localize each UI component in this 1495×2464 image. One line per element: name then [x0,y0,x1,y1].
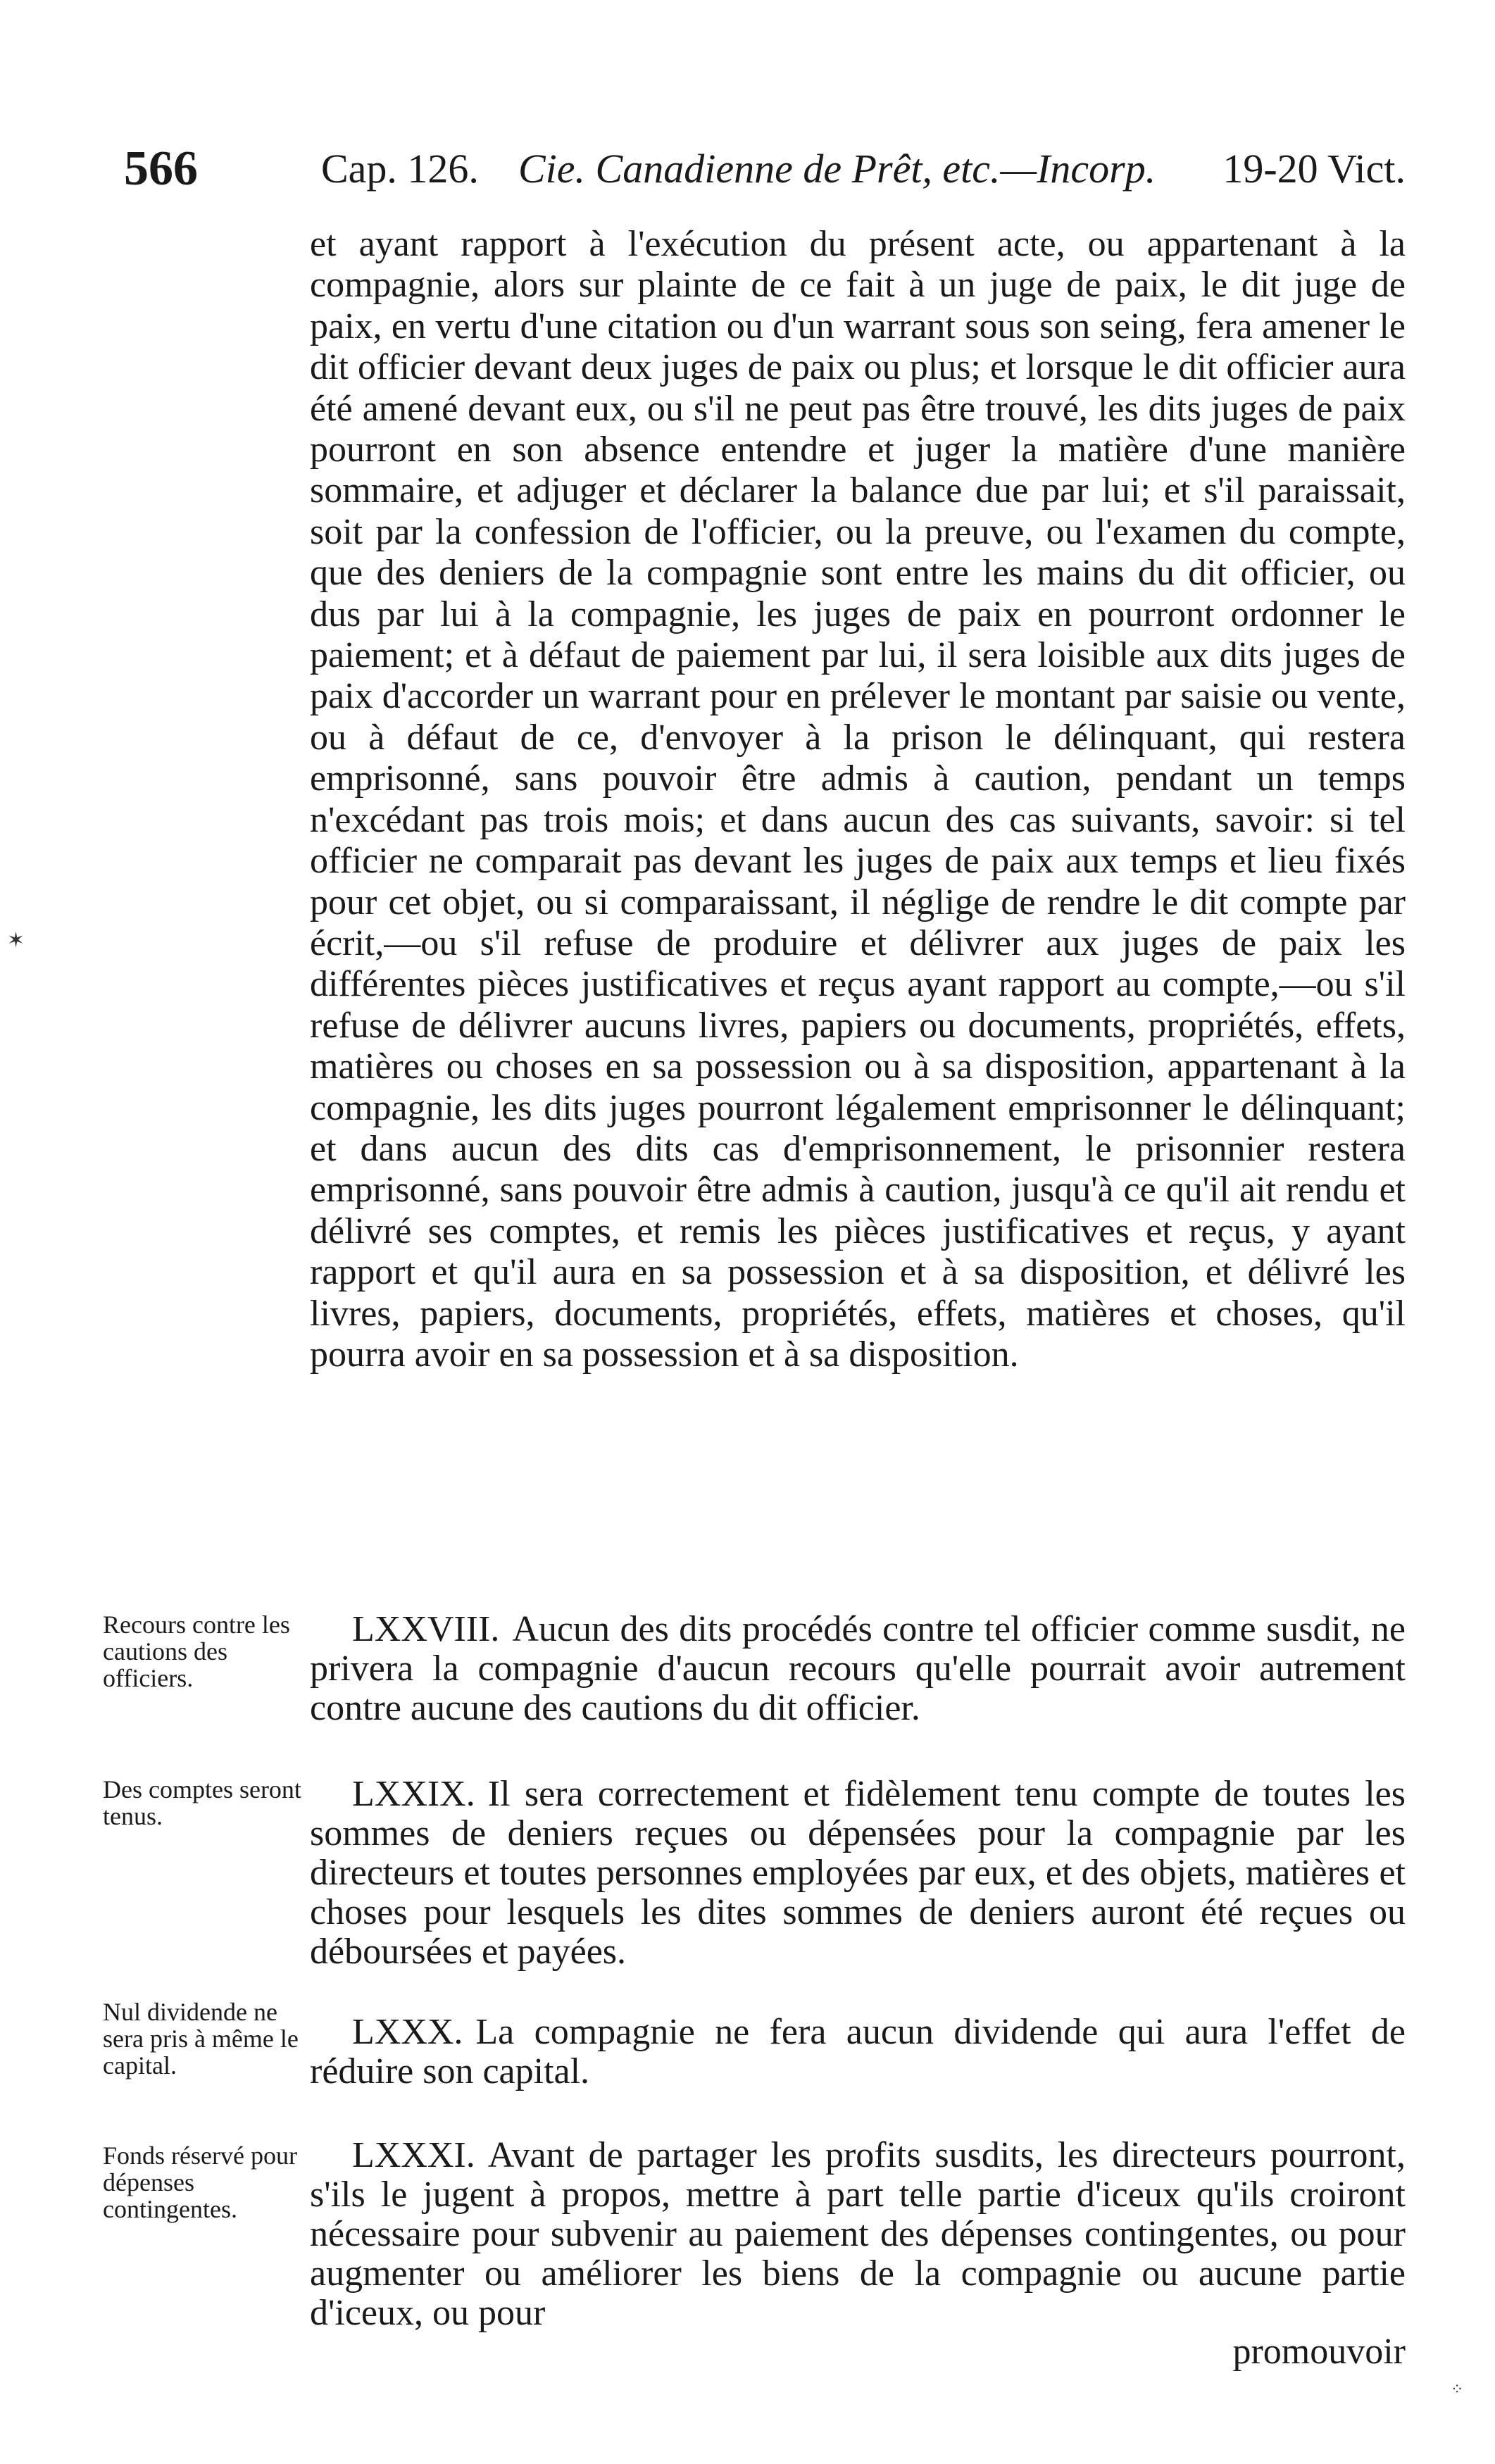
section-number: LXXVIII. [352,1609,500,1649]
scan-speckle: ⁘ [1451,2380,1464,2398]
section-text: Avant de partager les profits susdits, les directeurs pourront, s'ils le jugent à propos, mettre à part telle partie d'iceux qu'ils croiront nécessaire pour subvenir au paiement des dépenses contingentes, ou pour augmenter ou améliorer les biens de la compagnie ou aucune partie d'iceux, ou pour [310,2135,1406,2333]
section-number: LXXXI. [352,2135,475,2175]
sidenote-dividende: Nul dividende ne sera pris à même le capital. [103,1998,299,2080]
section-lxxviii [310,1610,1406,1728]
page-number: 566 [124,142,198,196]
section-text: Il sera correctement et fidèlement tenu compte de toutes les sommes de deniers reçues ou dépensées pour la compagnie par les directeurs et toutes personnes employées par eux, et des objets, matières et choses pour lesquels les dites sommes de deniers auront été reçues ou déboursées et payées. [310,1774,1406,1972]
continued-paragraph: et ayant rapport à l'exécution du présent acte, ou appartenant à la compagnie, alors sur plainte de ce fait à un juge de paix, le dit juge de paix, en vertu d'une citation ou d'un warrant sous son seing, fera amener le dit officier devant deux juges de paix ou plus; et lorsque le dit officier aura été amené devant eux, ou s'il ne peut pas être trouvé, les dits juges de paix pourront en son absence entendre et juger la matière d'une manière sommaire, et adjuger et déclarer la balance due par lui; et s'il paraissait, soit par la confession de l'officier, ou la preuve, ou l'examen du compte, que des deniers de la compagnie sont entre les mains du dit officier, ou dus par lui à la compagnie, les juges de paix en pourront ordonner le paiement; et à défaut de paiement par lui, il sera loisible aux dits juges de paix d'accorder un warrant pour en prélever le montant par saisie ou vente, ou à défaut de ce, d'envoyer à la prison le délinquant, qui restera emprisonné, sans pouvoir être admis à caution, pendant un temps n'excédant pas trois mois; et dans aucun des cas suivants, savoir: si tel officier ne comparait pas devant les juges de paix aux temps et lieu fixés pour cet objet, ou si comparaissant, il néglige de rendre le dit compte par écrit,—ou s'il refuse de produire et délivrer aux juges de paix les différentes pièces justificatives et reçus ayant rapport au compte,—ou s'il refuse de délivrer aucuns livres, papiers ou documents, propriétés, effets, matières ou choses en sa possession ou à sa disposition, appartenant à la compagnie, les dits juges pourront légalement emprisonner le délinquant; et dans aucun des dits cas d'emprisonnement, le prisonnier restera emprisonné, sans pouvoir être admis à caution, jusqu'à ce qu'il ait rendu et délivré ses comptes, et remis les pièces justificatives et reçus, y ayant rapport et qu'il aura en sa possession et à sa disposition, et délivré les livres, papiers, documents, propriétés, effets, matières et choses, qu'il pourra avoir en sa possession et à sa disposition. [310,224,1406,1375]
section-lxxxi [310,2136,1406,2333]
regnal-year: 19-20 Vict. [1222,146,1406,192]
header-title: Cie. Canadienne de Prêt, etc.—Incorp. [518,146,1156,192]
section-number: LXXX. [352,2012,463,2052]
chapter-label: Cap. 126. [321,146,479,192]
section-text: La compagnie ne fera aucun dividende qui aura l'effet de réduire son capital. [310,2012,1406,2091]
running-header [124,141,1406,204]
continuation-word: promouvoir [1232,2332,1406,2372]
sidenote-recours: Recours contre les cautions des officiers. [103,1611,290,1692]
section-number: LXXIX. [352,1774,475,1814]
section-text: Aucun des dits procédés contre tel officier comme susdit, ne privera la compagnie d'aucun recours qu'elle pourrait avoir autrement contre aucune des cautions du dit officier. [310,1609,1406,1728]
margin-mark: ✶ [7,929,25,952]
sidenote-fonds: Fonds réservé pour dépenses contingentes. [103,2141,297,2223]
section-lxxix [310,1775,1406,1972]
sidenote-comptes: Des comptes seront tenus. [103,1775,301,1830]
section-lxxx [310,2013,1406,2091]
